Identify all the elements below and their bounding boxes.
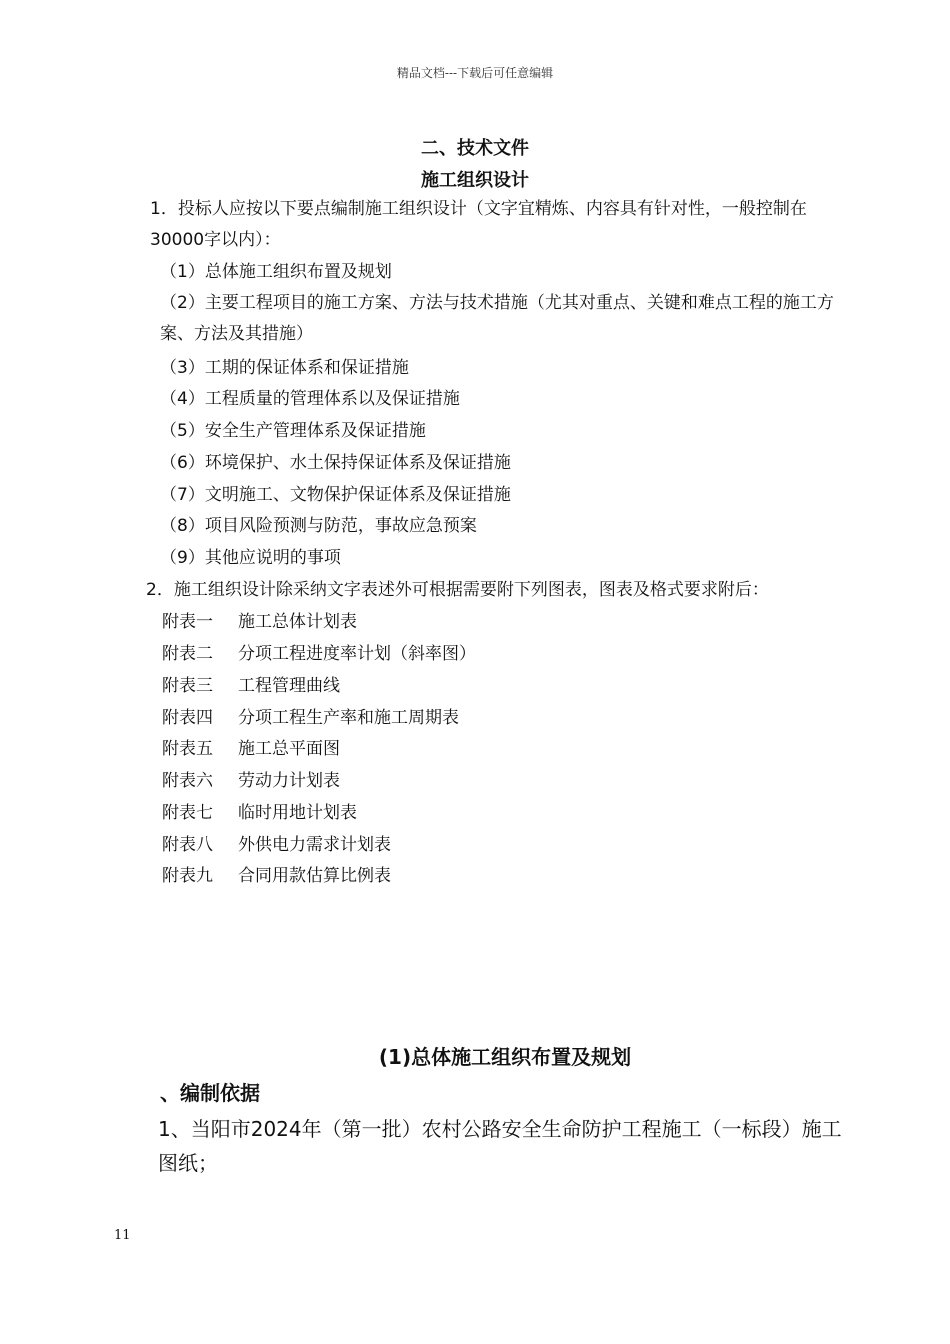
doc-subtitle: 施工组织设计 <box>421 170 529 191</box>
page-number: 11 <box>114 1228 131 1243</box>
attachment-row <box>162 769 340 793</box>
list-item: （3）工期的保证体系和保证措施 <box>160 358 409 378</box>
attachment-row <box>162 737 340 761</box>
attachment-row <box>162 833 391 857</box>
attachment-row <box>162 801 357 825</box>
attachment-num: 附表四 <box>162 708 213 728</box>
attachment-row <box>162 864 391 888</box>
list-item: （1）总体施工组织布置及规划 <box>160 262 392 282</box>
page-header: 精品文档---下载后可任意编辑 <box>396 66 554 80</box>
intro-paragraph <box>114 194 844 256</box>
attachment-num: 附表五 <box>162 739 213 759</box>
list-item: （7）文明施工、文物保护保证体系及保证措施 <box>160 485 511 505</box>
list-item: （9）其他应说明的事项 <box>160 548 341 568</box>
attachment-name: 施工总平面图 <box>238 739 340 759</box>
intro-text: 1．投标人应按以下要点编制施工组织设计（文字宜精炼、内容具有针对性，一般控制在30000字以内）： <box>150 199 807 250</box>
attachment-num: 附表三 <box>162 676 213 696</box>
doc-title: 二、技术文件 <box>421 138 529 159</box>
attachment-name: 劳动力计划表 <box>238 771 340 791</box>
list-item: （8）项目风险预测与防范，事故应急预案 <box>160 516 477 536</box>
attachment-num: 附表八 <box>162 835 213 855</box>
attachment-row <box>162 674 340 698</box>
attachment-row <box>162 642 476 666</box>
list-item: （4）工程质量的管理体系以及保证措施 <box>160 389 460 409</box>
list-item-text: （2）主要工程项目的施工方案、方法与技术措施（尤其对重点、关键和难点工程的施工方案、方法及其措施） <box>160 293 834 344</box>
attachment-num: 附表七 <box>162 803 213 823</box>
attachment-name: 工程管理曲线 <box>238 676 340 696</box>
attachment-num: 附表六 <box>162 771 213 791</box>
attachment-num: 附表一 <box>162 612 213 632</box>
body-paragraph <box>114 1112 844 1180</box>
attachment-name: 分项工程生产率和施工周期表 <box>238 708 459 728</box>
attachment-num: 附表二 <box>162 644 213 664</box>
body-text: 1、当阳市2024年（第一批）农村公路安全生命防护工程施工（一标段）施工图纸； <box>158 1117 842 1175</box>
section-title: (1)总体施工组织布置及规划 <box>378 1045 632 1069</box>
attachment-name: 施工总体计划表 <box>238 612 357 632</box>
attachment-name: 外供电力需求计划表 <box>238 835 391 855</box>
attachment-num: 附表九 <box>162 866 213 886</box>
list-item <box>114 288 844 350</box>
para-2: 2．施工组织设计除采纳文字表述外可根据需要附下列图表，图表及格式要求附后： <box>146 580 769 600</box>
list-item: （6）环境保护、水土保持保证体系及保证措施 <box>160 453 511 473</box>
attachment-name: 分项工程进度率计划（斜率图） <box>238 644 476 664</box>
list-item: （5）安全生产管理体系及保证措施 <box>160 421 426 441</box>
attachment-row <box>162 610 357 634</box>
subsection-title: 、编制依据 <box>160 1081 260 1105</box>
attachment-row <box>162 706 459 730</box>
attachment-name: 临时用地计划表 <box>238 803 357 823</box>
attachment-name: 合同用款估算比例表 <box>238 866 391 886</box>
